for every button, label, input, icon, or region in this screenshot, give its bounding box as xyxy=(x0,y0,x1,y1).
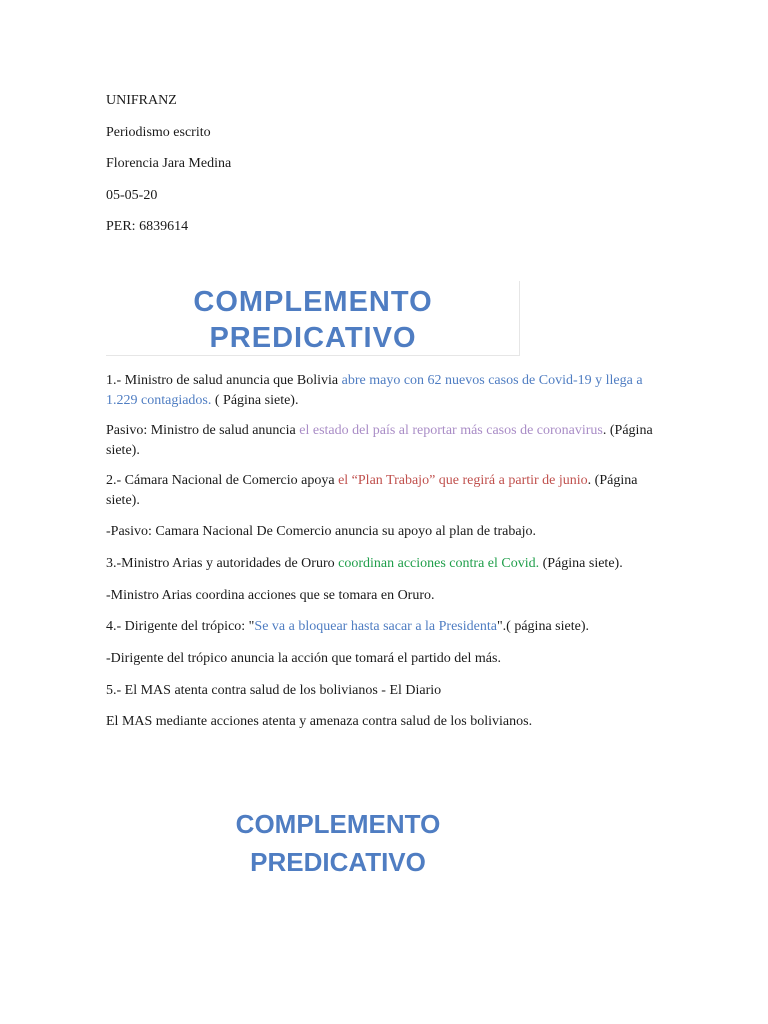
item-1-passive-text: Pasivo: Ministro de salud anuncia xyxy=(106,423,300,438)
item-5-passive-paragraph: El MAS mediante acciones atenta y amenaza contra salud de los bolivianos. xyxy=(106,714,533,729)
item-2-paragraph xyxy=(106,471,666,510)
item-2-text: 2.- Cámara Nacional de Comercio apoya xyxy=(106,473,339,488)
banner-title-line-1: COMPLEMENTO xyxy=(193,286,433,318)
item-3-passive-paragraph: -Ministro Arias coordina acciones que se tomara en Oruro. xyxy=(106,588,435,603)
item-2-highlight: el “Plan Trabajo” que regirá a partir de junio xyxy=(338,473,588,488)
per-number: PER: 6839614 xyxy=(106,219,189,234)
document-date: 05-05-20 xyxy=(106,188,158,203)
item-4-paragraph xyxy=(106,617,666,637)
item-4-passive-paragraph: -Dirigente del trópico anuncia la acción que tomará el partido del más. xyxy=(106,651,501,666)
item-1-paragraph xyxy=(106,371,666,410)
item-4-highlight: Se va a bloquear hasta sacar a la Presidenta xyxy=(254,619,497,634)
item-3-source: (Página siete). xyxy=(539,556,623,571)
item-1-source: ( Página siete). xyxy=(211,392,299,408)
footer-title-line-2: PREDICATIVO xyxy=(250,847,426,877)
course-name: Periodismo escrito xyxy=(106,125,211,140)
item-3-text: 3.-Ministro Arias y autoridades de Oruro xyxy=(106,556,339,571)
item-2-source: . (Página siete). xyxy=(106,473,638,508)
item-4-text: 4.- Dirigente del trópico: " xyxy=(106,619,255,634)
title-banner-image xyxy=(106,281,520,356)
item-1-passive-source: . (Página siete). xyxy=(106,423,653,458)
footer-title-line-1: COMPLEMENTO xyxy=(235,809,441,839)
item-1-text: 1.- Ministro de salud anuncia que Bolivia xyxy=(106,373,342,388)
item-3-paragraph xyxy=(106,554,666,574)
item-2-passive-paragraph: -Pasivo: Camara Nacional De Comercio anuncia su apoyo al plan de trabajo. xyxy=(106,524,536,539)
item-1-highlight: abre mayo con 62 nuevos casos de Covid-19 y llega a 1.229 contagiados. xyxy=(106,373,643,408)
item-1-passive-paragraph xyxy=(106,421,666,460)
banner-title-line-2: PREDICATIVO xyxy=(209,322,417,354)
item-5-paragraph: 5.- El MAS atenta contra salud de los bolivianos - El Diario xyxy=(106,683,442,698)
item-3-highlight: coordinan acciones contra el Covid. xyxy=(338,556,540,571)
author-name: Florencia Jara Medina xyxy=(106,156,232,171)
item-1-passive-highlight: el estado del país al reportar más casos de coronavirus xyxy=(299,423,603,438)
item-4-source: ".( página siete). xyxy=(496,619,589,634)
institution-name: UNIFRANZ xyxy=(106,93,177,108)
